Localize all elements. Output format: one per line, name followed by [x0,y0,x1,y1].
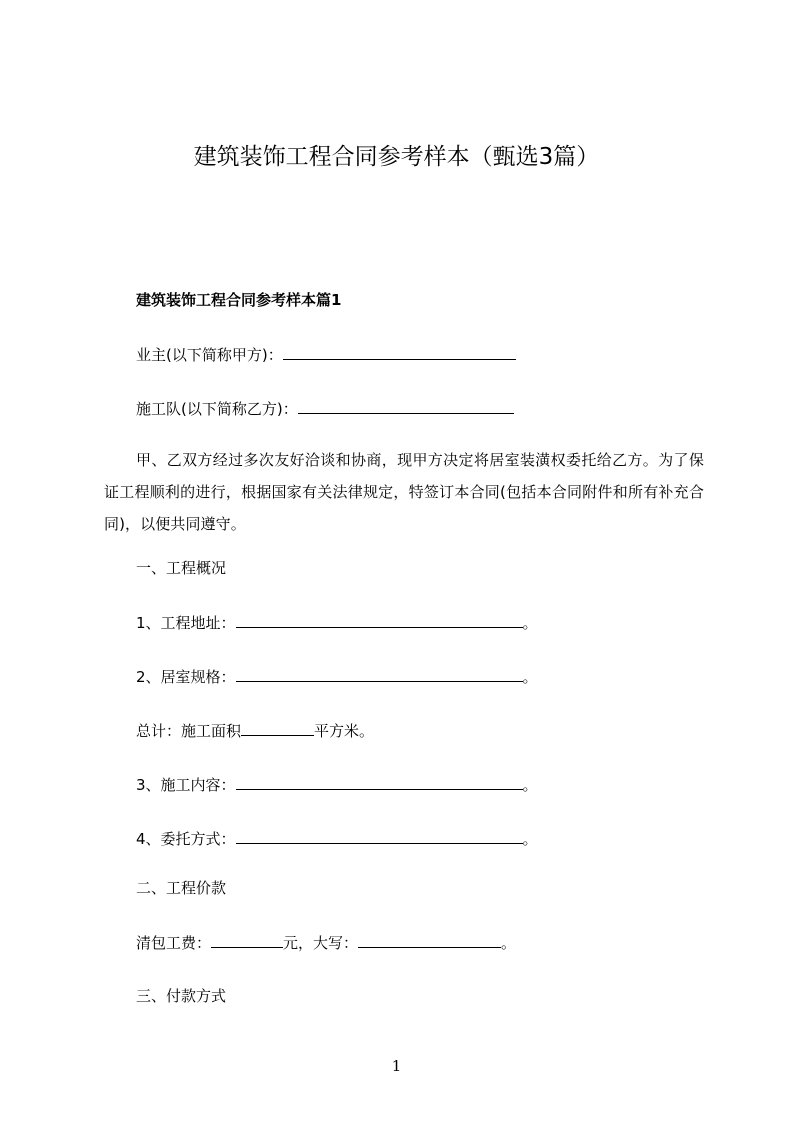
total-area-prefix: 总计：施工面积 [136,722,242,740]
room-spec-label: 2、居室规格： [136,668,236,686]
item-construction-content [136,774,538,795]
document-title: 建筑装饰工程合同参考样本（甄选3篇） [193,144,600,170]
total-area-blank [241,720,314,736]
fee-unit: 元，大写： [283,934,359,952]
commission-method-period: 。 [522,830,538,848]
room-spec-blank [236,666,523,682]
heading-project-price: 二、工程价款 [136,879,227,897]
fee-period: 。 [501,934,517,952]
room-spec-period: 。 [522,668,538,686]
contractor-blank [298,398,514,414]
heading-project-overview: 一、工程概况 [136,559,227,577]
construction-content-label: 3、施工内容： [136,776,236,794]
item-project-address [136,612,538,633]
contractor-line [136,398,514,419]
fee-uppercase-blank [358,932,501,948]
page-number: 1 [391,1057,402,1075]
item-room-spec [136,666,538,687]
construction-content-period: 。 [522,776,538,794]
construction-content-blank [236,774,523,790]
project-address-period: 。 [522,614,538,632]
heading-payment-method: 三、付款方式 [136,987,227,1005]
commission-method-blank [236,828,523,844]
fee-label: 清包工费： [136,934,212,952]
item-commission-method [136,828,538,849]
project-address-label: 1、工程地址： [136,614,236,632]
project-address-blank [236,612,523,628]
fee-amount-blank [211,932,283,948]
section-title: 建筑装饰工程合同参考样本篇1 [136,291,342,309]
fee-line [136,932,516,953]
intro-paragraph: 甲、乙双方经过多次友好洽谈和协商，现甲方决定将居室装潢权委托给乙方。为了保证工程顺利的进行，根据国家有关法律规定，特签订本合同(包括本合同附件和所有补充合同)，以便共同遵守。 [104,451,704,533]
total-area-suffix: 平方米。 [314,722,375,740]
contractor-label: 施工队(以下简称乙方)： [136,400,298,418]
owner-line [136,344,516,365]
owner-blank [283,344,516,360]
owner-label: 业主(以下简称甲方)： [136,346,283,364]
total-area-line [136,720,374,741]
commission-method-label: 4、委托方式： [136,830,236,848]
